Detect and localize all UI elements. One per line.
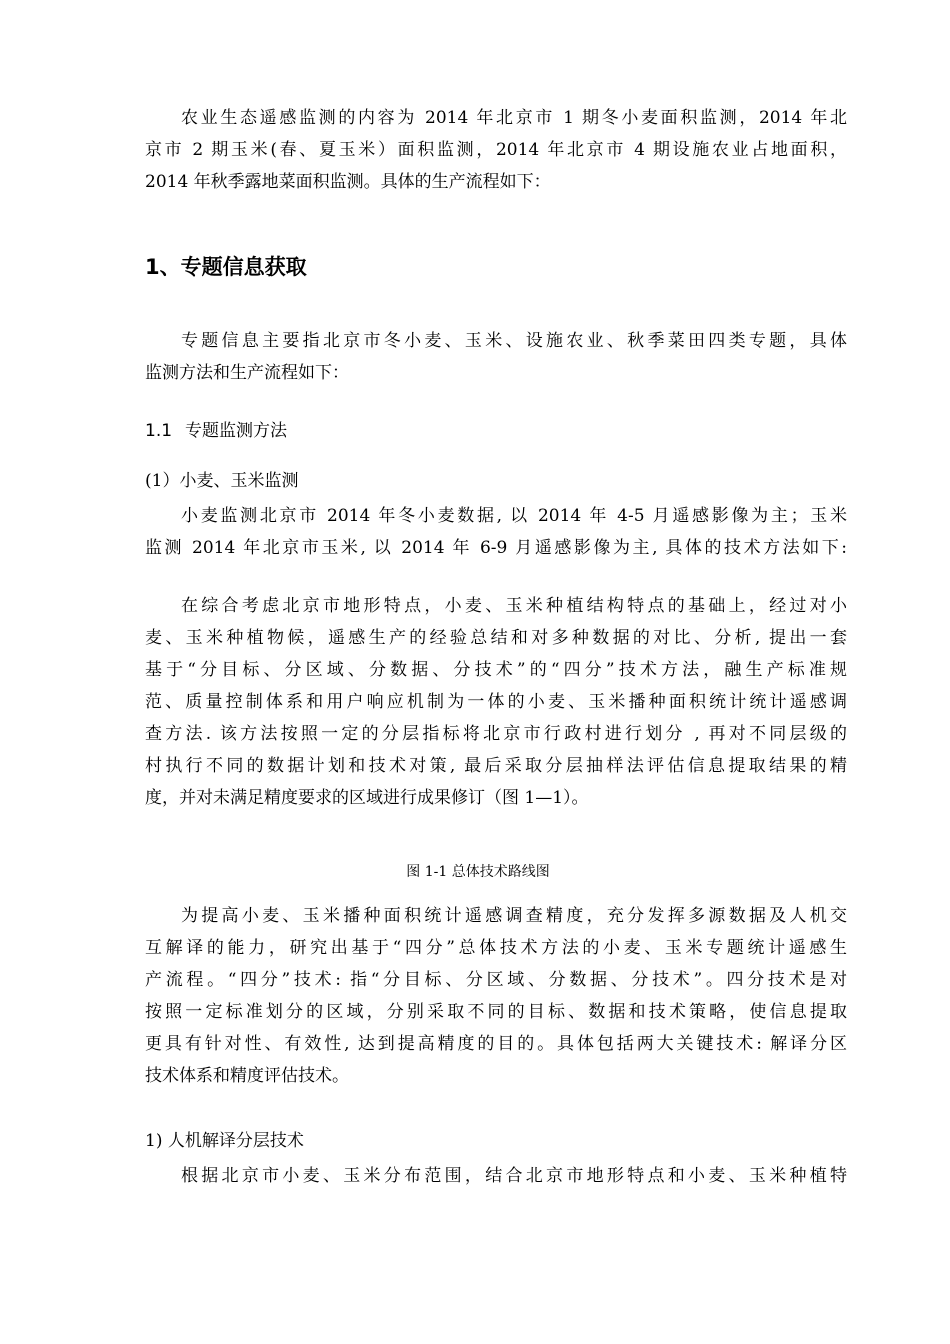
wheat-corn-line: 小麦监测北京市 2014 年冬小麦数据, 以 2014 年 4-5 月遥感影像为主；玉米 xyxy=(181,506,847,526)
section-intro-paragraph xyxy=(145,325,847,389)
intro-line: 京市 2 期玉米(春、夏玉米）面积监测，2014 年北京市 4 期设施农业占地面积， xyxy=(145,140,847,160)
method-line: 范、质量控制体系和用户响应机制为一体的小麦、玉米播种面积统计统计遥感调 xyxy=(145,692,847,712)
intro-line: 2014 年秋季露地菜面积监测。具体的生产流程如下： xyxy=(145,172,551,192)
subsection-title: 专题监测方法 xyxy=(185,421,287,441)
four-division-line: 技术体系和精度评估技术。 xyxy=(145,1066,349,1086)
layering-line: 根据北京市小麦、玉米分布范围，结合北京市地形特点和小麦、玉米种植特 xyxy=(181,1166,847,1186)
item-label: (1）小麦、玉米监测 xyxy=(145,471,299,491)
intro-paragraph xyxy=(145,102,847,198)
method-paragraph xyxy=(145,590,847,814)
section-intro-line: 监测方法和生产流程如下： xyxy=(145,363,349,383)
method-line: 度，并对未满足精度要求的区域进行成果修订（图 1—1）。 xyxy=(145,788,589,808)
subsection-number: 1.1 xyxy=(145,421,173,441)
wheat-corn-paragraph xyxy=(145,500,847,564)
four-division-line: 产流程。“四分”技术: 指“分目标、分区域、分数据、分技术”。四分技术是对 xyxy=(145,970,847,990)
subsection-heading xyxy=(145,418,811,444)
method-line: 麦、玉米种植物候，遥感生产的经验总结和对多种数据的对比、分析, 提出一套 xyxy=(145,628,847,648)
four-division-paragraph xyxy=(145,900,847,1092)
figure-caption: 图 1-1 总体技术路线图 xyxy=(406,864,550,880)
method-line: 在综合考虑北京市地形特点，小麦、玉米种植结构特点的基础上，经过对小 xyxy=(181,596,847,616)
section-heading: 1、专题信息获取 xyxy=(145,255,307,279)
four-division-line: 按照一定标准划分的区域，分别采取不同的目标、数据和技术策略，使信息提取 xyxy=(145,1002,847,1022)
wheat-corn-line: 监测 2014 年北京市玉米, 以 2014 年 6-9 月遥感影像为主, 具体的技术方法如下: xyxy=(145,538,847,558)
layering-paragraph xyxy=(145,1160,847,1192)
four-division-line: 为提高小麦、玉米播种面积统计遥感调查精度，充分发挥多源数据及人机交 xyxy=(181,906,847,926)
four-division-line: 互解译的能力，研究出基于“四分”总体技术方法的小麦、玉米专题统计遥感生 xyxy=(145,938,847,958)
four-division-line: 更具有针对性、有效性, 达到提高精度的目的。具体包括两大关键技术: 解译分区 xyxy=(145,1034,847,1054)
method-line: 村执行不同的数据计划和技术对策, 最后采取分层抽样法评估信息提取结果的精 xyxy=(145,756,847,776)
subitem-label: 1) 人机解译分层技术 xyxy=(145,1131,304,1151)
method-line: 查方法. 该方法按照一定的分层指标将北京市行政村进行划分 , 再对不同层级的 xyxy=(145,724,847,744)
intro-line: 农业生态遥感监测的内容为 2014 年北京市 1 期冬小麦面积监测，2014 年北 xyxy=(181,108,847,128)
method-line: 基于“分目标、分区域、分数据、分技术”的“四分”技术方法，融生产标准规 xyxy=(145,660,847,680)
section-intro-line: 专题信息主要指北京市冬小麦、玉米、设施农业、秋季菜田四类专题，具体 xyxy=(181,331,847,351)
